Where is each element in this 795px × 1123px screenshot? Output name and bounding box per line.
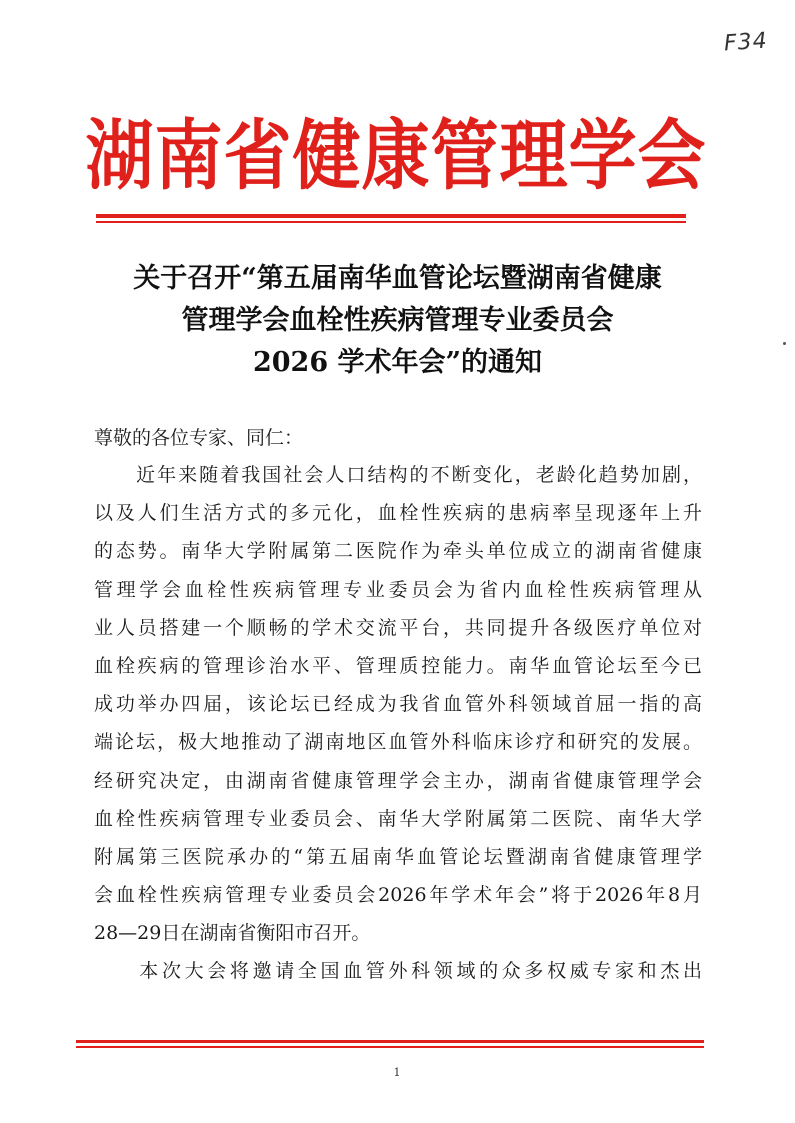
paragraph-line: 管理学会血栓性疾病管理专业委员会为省内血栓性疾病管理从 [94, 578, 702, 601]
handwritten-mark: F34 [723, 28, 769, 57]
notice-title-line: 2026 学术年会”的通知 [252, 347, 543, 378]
paragraph-line: 近年来随着我国社会人口结构的不断变化，老龄化趋势加剧， [94, 464, 702, 486]
notice-title [70, 258, 725, 384]
paragraph-line: 本次大会将邀请全国血管外科领域的众多权威专家和杰出 [94, 960, 702, 983]
notice-body [94, 420, 702, 991]
footer-rule-thin [76, 1046, 704, 1048]
paragraph [94, 456, 702, 952]
footer-rule-thick [76, 1040, 704, 1043]
paragraph-line: 会血栓性疾病管理专业委员会2026年学术年会”将于2026年8月 [94, 884, 702, 907]
paragraph-line: 以及人们生活方式的多元化，血栓性疾病的患病率呈现逐年上升 [94, 502, 702, 525]
notice-title-line: 关于召开“第五届南华血管论坛暨湖南省健康 [133, 263, 662, 294]
scan-speck [783, 342, 786, 345]
paragraph-line: 经研究决定，由湖南省健康管理学会主办，湖南省健康管理学会 [94, 769, 702, 792]
paragraph-line: 的态势。南华大学附属第二医院作为牵头单位成立的湖南省健康 [94, 540, 702, 563]
letterhead-rule-thick [96, 214, 686, 218]
paragraph-line: 业人员搭建一个顺畅的学术交流平台，共同提升各级医疗单位对 [94, 616, 702, 639]
letterhead-rule-thin [96, 221, 686, 223]
page-number: 1 [393, 1066, 401, 1079]
paragraph-line: 附属第三医院承办的“第五届南华血管论坛暨湖南省健康管理学 [94, 845, 702, 868]
paragraph-line: 血栓疾病的管理诊治水平、管理质控能力。南华血管论坛至今已 [94, 654, 702, 677]
notice-title-line: 管理学会血栓性疾病管理专业委员会 [181, 305, 614, 336]
paragraph [94, 952, 702, 990]
paragraph-line: 端论坛，极大地推动了湖南地区血管外科临床诊疗和研究的发展。 [94, 731, 702, 754]
paragraph-line: 成功举办四届，该论坛已经成为我省血管外科领域首屈一指的高 [94, 693, 702, 716]
organization-letterhead: 湖南省健康管理学会 [85, 112, 707, 202]
salutation: 尊敬的各位专家、同仁： [94, 427, 304, 449]
paragraph-line: 28—29日在湖南省衡阳市召开。 [94, 922, 371, 945]
paragraph-line: 血栓性疾病管理专业委员会、南华大学附属第二医院、南华大学 [94, 807, 702, 830]
